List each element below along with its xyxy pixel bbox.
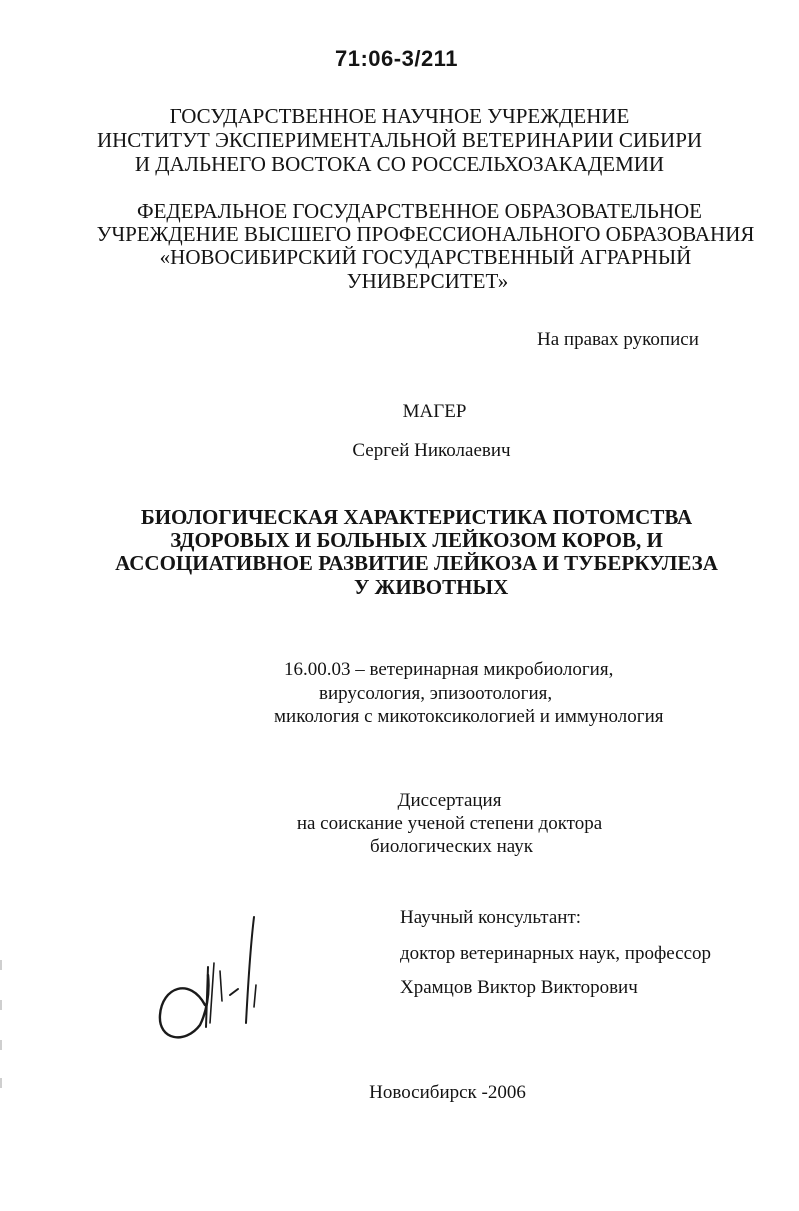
consultant-degree: доктор ветеринарных наук, профессор — [400, 943, 712, 964]
scan-margin-mark — [0, 960, 2, 970]
degree-line: на соискание ученой степени доктора — [296, 813, 603, 834]
institution-line: УНИВЕРСИТЕТ» — [346, 269, 509, 293]
scan-margin-mark — [0, 1078, 2, 1088]
consultant-name: Храмцов Виктор Викторович — [400, 977, 638, 998]
catalog-code: 71:06-3/211 — [335, 46, 458, 71]
consultant-label: Научный консультант: — [400, 907, 582, 928]
scan-margin-mark — [0, 1040, 2, 1050]
scan-margin-mark — [0, 1000, 2, 1010]
institution-line: И ДАЛЬНЕГО ВОСТОКА СО РОССЕЛЬХОЗАКАДЕМИИ — [134, 152, 665, 176]
author-name: Сергей Николаевич — [352, 440, 511, 461]
institution-line: ФЕДЕРАЛЬНОЕ ГОСУДАРСТВЕННОЕ ОБРАЗОВАТЕЛЬНОЕ — [136, 199, 702, 223]
city-year: Новосибирск -2006 — [369, 1082, 526, 1103]
specialty-line: 16.00.03 – ветеринарная микробиология, — [284, 659, 614, 680]
degree-line: Диссертация — [397, 790, 502, 811]
handwritten-signature — [150, 905, 280, 1055]
degree-line: биологических наук — [370, 836, 533, 857]
author-surname: МАГЕР — [402, 401, 467, 422]
title-line: ЗДОРОВЫХ И БОЛЬНЫХ ЛЕЙКОЗОМ КОРОВ, И — [170, 528, 663, 552]
manuscript-note: На правах рукописи — [537, 329, 699, 350]
institution-line: ГОСУДАРСТВЕННОЕ НАУЧНОЕ УЧРЕЖДЕНИЕ — [169, 104, 630, 128]
institution-line: УЧРЕЖДЕНИЕ ВЫСШЕГО ПРОФЕССИОНАЛЬНОГО ОБРАЗОВАНИЯ — [96, 222, 755, 246]
institution-line: ИНСТИТУТ ЭКСПЕРИМЕНТАЛЬНОЙ ВЕТЕРИНАРИИ СИБИРИ — [96, 128, 703, 152]
specialty-line: вирусология, эпизоотология, — [319, 683, 553, 704]
specialty-line: микология с микотоксикологией и иммунология — [274, 706, 664, 727]
institution-line: «НОВОСИБИРСКИЙ ГОСУДАРСТВЕННЫЙ АГРАРНЫЙ — [159, 245, 692, 269]
title-line: У ЖИВОТНЫХ — [354, 575, 509, 599]
title-line: АССОЦИАТИВНОЕ РАЗВИТИЕ ЛЕЙКОЗА И ТУБЕРКУЛЕЗА — [115, 551, 718, 575]
title-line: БИОЛОГИЧЕСКАЯ ХАРАКТЕРИСТИКА ПОТОМСТВА — [140, 505, 693, 529]
